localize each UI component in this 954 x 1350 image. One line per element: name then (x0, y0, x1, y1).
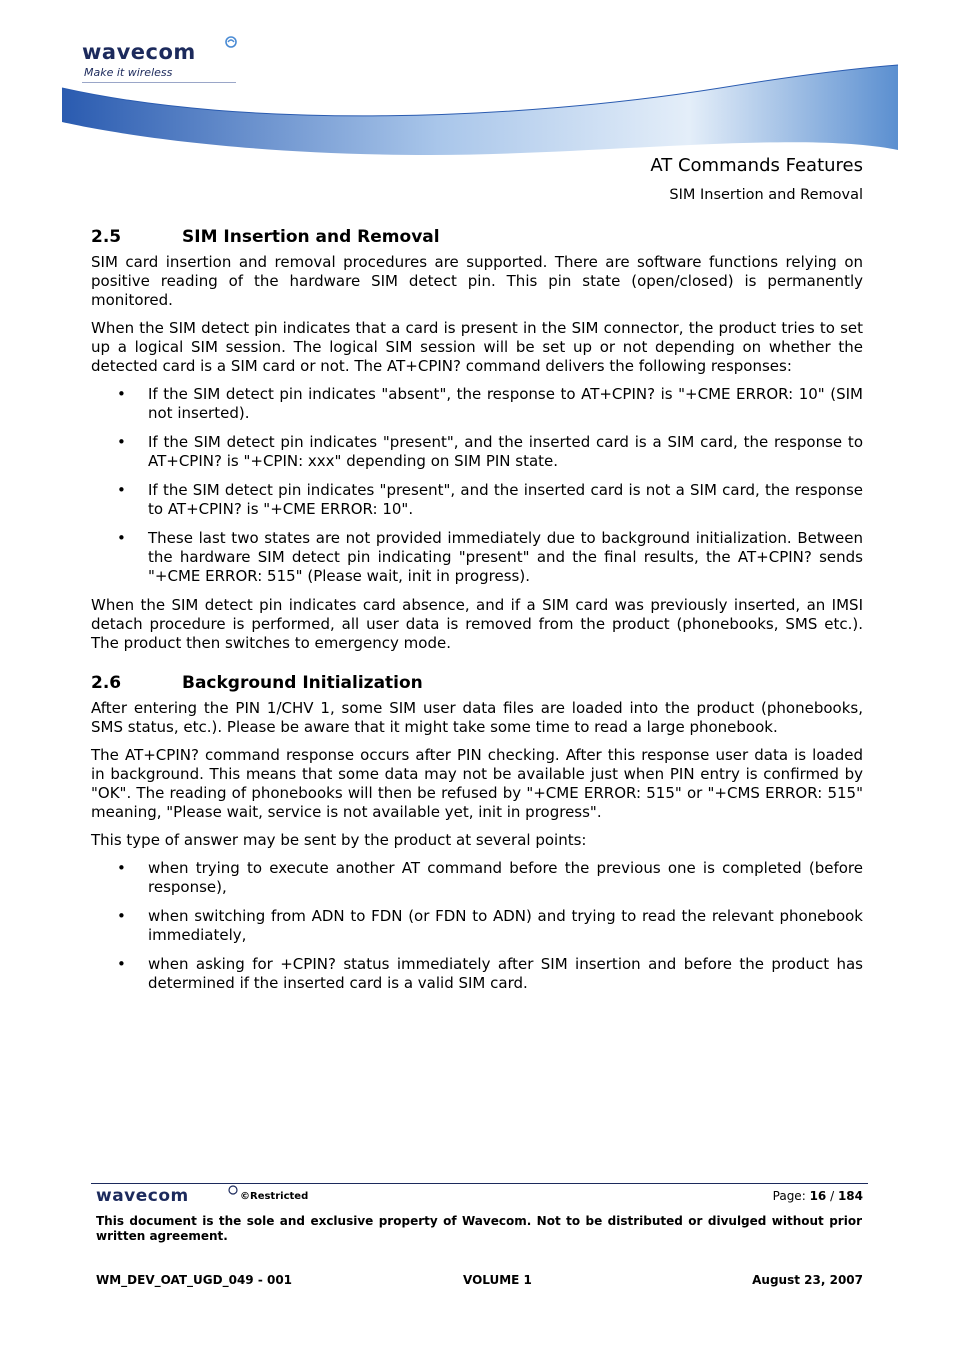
paragraph: The AT+CPIN? command response occurs after PIN checking. After this response user data is loaded in background. This means that some data may not be available just when PIN entry is confirmed by "OK". The reading of phonebooks will then be refused by "+CME ERROR: 515" or "+CMS ERROR: 515" meaning, "Please wait, service is not available yet, init in progress". (91, 746, 863, 821)
paragraph: SIM card insertion and removal procedures are supported. There are software functions relying on positive reading of the hardware SIM detect pin. This pin state (open/closed) is permanently monitored. (91, 253, 863, 309)
bullet-icon: • (117, 481, 126, 499)
bullet-icon: • (117, 955, 126, 973)
header-title: AT Commands Features (650, 155, 863, 176)
header-wave-banner (0, 60, 954, 160)
list-item: • If the SIM detect pin indicates "absent", the response to AT+CPIN? is "+CME ERROR: 10" (SIM not inserted). (117, 385, 863, 422)
bullet-icon: • (117, 529, 126, 547)
paragraph: When the SIM detect pin indicates card absence, and if a SIM card was previously inserted, an IMSI detach procedure is performed, all user data is removed from the product (phonebooks, SMS etc.). The product then switches to emergency mode. (91, 596, 863, 652)
section-heading-2-6 (91, 672, 863, 694)
list-item: • If the SIM detect pin indicates "present", and the inserted card is a SIM card, the response to AT+CPIN? is "+CPIN: xxx" depending on SIM PIN state. (117, 433, 863, 470)
bullet-icon: • (117, 433, 126, 451)
logo-tagline: Make it wireless (84, 66, 173, 79)
footer-doc-id: WM_DEV_OAT_UGD_049 - 001 (96, 1273, 293, 1287)
footer-date: August 23, 2007 (752, 1273, 863, 1287)
footer-logo-swirl-icon (228, 1185, 238, 1195)
list-item: • If the SIM detect pin indicates "present", and the inserted card is not a SIM card, the response to AT+CPIN? is "+CME ERROR: 10". (117, 481, 863, 518)
footer-property-notice: This document is the sole and exclusive property of Wavecom. Not to be distributed or divulged without prior written agreement. (96, 1214, 862, 1243)
paragraph: This type of answer may be sent by the product at several points: (91, 831, 587, 849)
section-number: 2.6 (91, 673, 122, 693)
list-item: • when trying to execute another AT command before the previous one is completed (before response), (117, 859, 863, 896)
footer-restricted: ©Restricted (240, 1191, 309, 1202)
list-item: • when switching from ADN to FDN (or FDN to ADN) and trying to read the relevant phonebook immediately, (117, 907, 863, 944)
list-item: • when asking for +CPIN? status immediately after SIM insertion and before the product has determined if the inserted card is a valid SIM card. (117, 955, 863, 992)
section-title: SIM Insertion and Removal (182, 227, 440, 247)
paragraph: After entering the PIN 1/CHV 1, some SIM user data files are loaded into the product (phonebooks, SMS status, etc.). Please be aware that it might take some time to read a large phonebook. (91, 699, 863, 736)
bullet-icon: • (117, 385, 126, 403)
list-item: • These last two states are not provided immediately due to background initialization. Between the hardware SIM detect pin indicating "present" and the final results, the AT+CPIN? sends "+CME ERROR: 515" (Please wait, init in progress). (117, 529, 863, 585)
logo-wordmark: wavecom (82, 40, 196, 64)
paragraph: When the SIM detect pin indicates that a card is present in the SIM connector, the product tries to set up a logical SIM session. The logical SIM session will be set up or not depending on whether the detected card is a SIM card or not. The AT+CPIN? command delivers the following responses: (91, 319, 863, 375)
document-body (91, 226, 863, 1003)
section-heading-2-5 (91, 226, 863, 248)
bullet-list (91, 385, 863, 586)
footer-divider (91, 1183, 868, 1184)
footer-logo: wavecom (96, 1186, 189, 1206)
bullet-list (91, 859, 863, 993)
bullet-icon: • (117, 859, 126, 877)
logo-swirl-icon (225, 36, 237, 48)
bullet-icon: • (117, 907, 126, 925)
section-title: Background Initialization (182, 673, 423, 693)
section-number: 2.5 (91, 227, 122, 247)
footer-page-number: Page: 16 / 184 (772, 1189, 863, 1203)
footer-volume: VOLUME 1 (463, 1273, 532, 1287)
header-subtitle: SIM Insertion and Removal (669, 187, 863, 203)
